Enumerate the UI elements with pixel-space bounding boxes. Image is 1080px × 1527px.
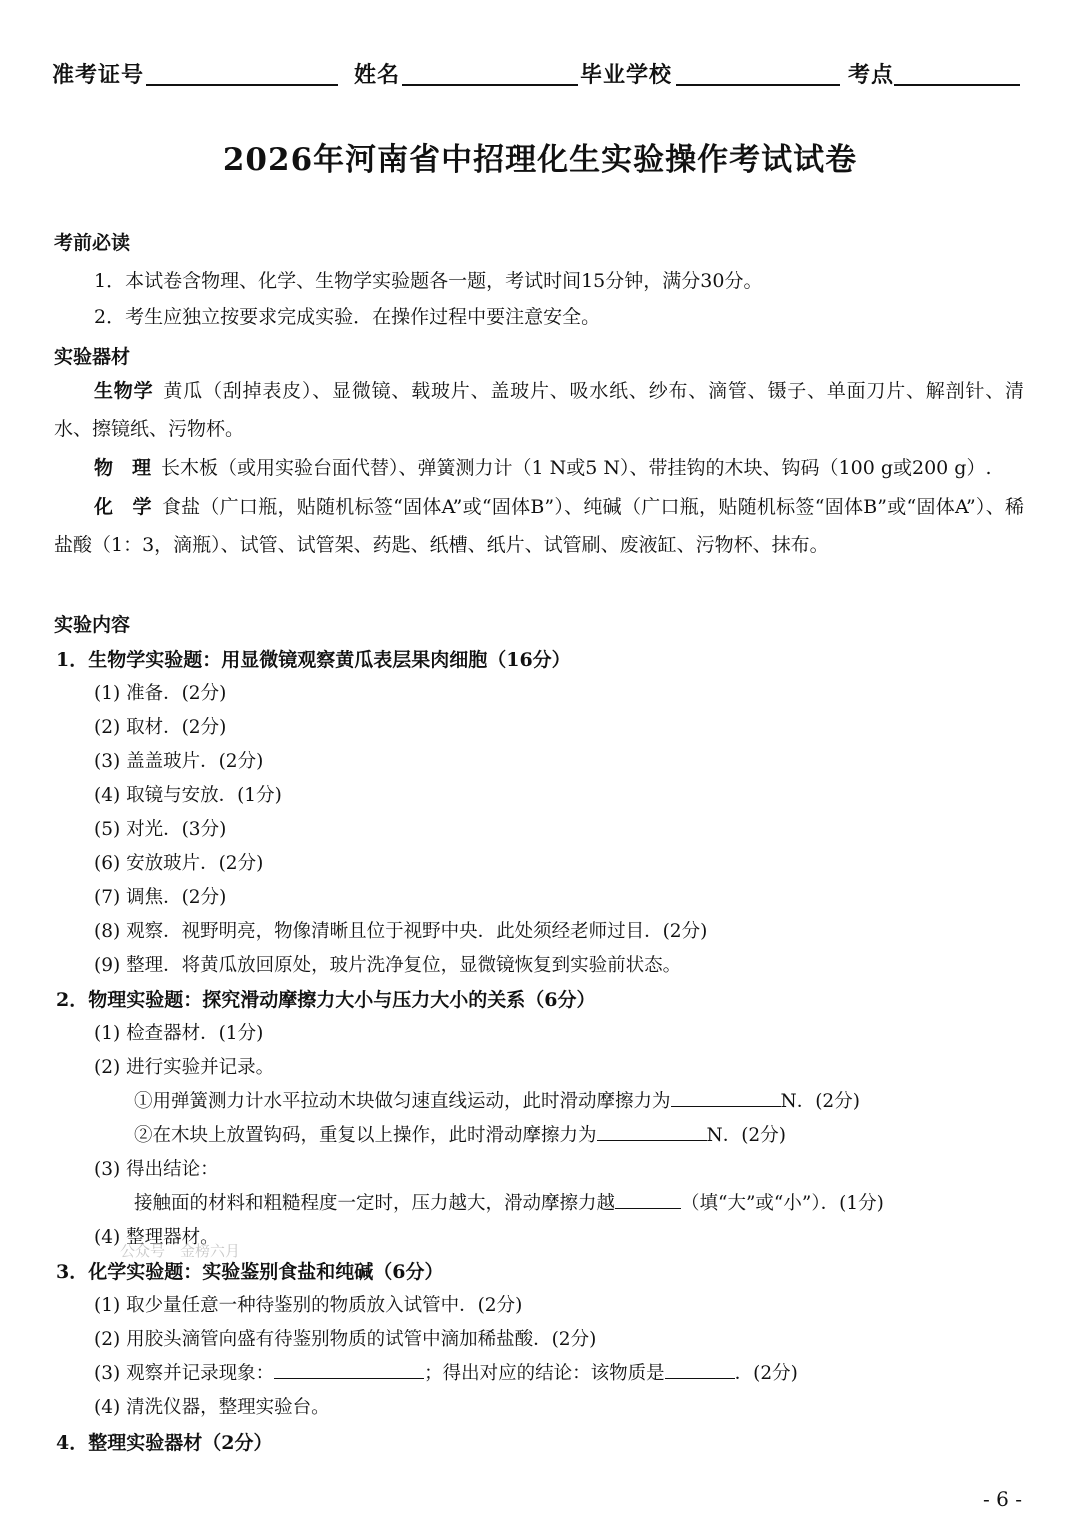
materials-physics [54,449,1024,487]
q1-step-7: (7) 调焦．(2分) [94,887,227,908]
substance-blank[interactable] [665,1360,735,1379]
exam-no-blank[interactable] [146,84,338,86]
watermark: 公众号 金榜六月 [120,1242,241,1260]
q2-step-4: (4) 整理器材。 [94,1227,219,1248]
candidate-info-header [52,58,1022,92]
q4-title: 4．整理实验器材（2分） [56,1432,273,1454]
q2-step-2: (2) 进行实验并记录。 [94,1057,275,1078]
q1-step-9: (9) 整理．将黄瓜放回原处，玻片洗净复位，显微镜恢复到实验前状态。 [94,955,682,976]
q3-step-3-end: ．(2分) [734,1363,798,1384]
q3-step-3 [94,1359,798,1385]
site-label: 考点 [848,62,895,88]
chemistry-text: 食盐（广口瓶，贴随机标签“固体A”或“固体B”）、纯碱（广口瓶，贴随机标签“固体B”或“固体A”）、稀盐酸（1：3，滴瓶）、试管、试管架、药匙、纸槽、纸片、试管刷、废液缸、污物杯、抹布。 [54,496,1024,556]
q1-step-6: (6) 安放玻片．(2分) [94,853,264,874]
materials-heading: 实验器材 [54,346,131,368]
site-blank[interactable] [894,84,1020,86]
school-label: 毕业学校 [580,62,673,88]
q2-sub-1 [134,1087,860,1113]
notice-heading: 考前必读 [54,232,131,254]
q2-conclusion-hint: （填“大”或“小”）．(1分) [681,1193,884,1214]
content-heading: 实验内容 [54,614,131,636]
exam-no-label: 准考证号 [52,62,145,88]
q3-step-4: (4) 清洗仪器，整理实验台。 [94,1397,330,1418]
q2-step-3: (3) 得出结论： [94,1159,219,1180]
q2-sub-1-unit: N．(2分) [780,1091,860,1112]
q2-title: 2．物理实验题：探究滑动摩擦力大小与压力大小的关系（6分） [56,989,596,1011]
q2-sub-2 [134,1121,786,1147]
q1-step-4: (4) 取镜与安放．(1分) [94,785,282,806]
school-blank[interactable] [676,84,840,86]
q1-step-3: (3) 盖盖玻片．(2分) [94,751,264,772]
physics-text: 长木板（或用实验台面代替）、弹簧测力计（1 N或5 N）、带挂钩的木块、钩码（100 g或200 g）. [161,457,992,479]
friction-1-blank[interactable] [671,1088,781,1107]
physics-label: 物 理 [94,457,152,479]
materials-biology [54,372,1024,448]
page-title: 2026年河南省中招理化生实验操作考试试卷 [222,142,858,178]
friction-2-blank[interactable] [597,1122,707,1141]
phenomenon-blank[interactable] [274,1360,424,1379]
biology-text: 黄瓜（刮掉表皮）、显微镜、载玻片、盖玻片、吸水纸、纱布、滴管、镊子、单面刀片、解剖针、清水、擦镜纸、污物杯。 [54,380,1024,440]
q1-title: 1．生物学实验题：用显微镜观察黄瓜表层果肉细胞（16分） [56,649,571,671]
page-number: - 6 - [983,1487,1022,1511]
name-label: 姓名 [354,62,401,88]
q3-step-1: (1) 取少量任意一种待鉴别的物质放入试管中．(2分) [94,1295,523,1316]
q1-step-2: (2) 取材．(2分) [94,717,227,738]
q2-sub-2-unit: N．(2分) [706,1125,786,1146]
name-blank[interactable] [402,84,578,86]
q3-step-3-text: (3) 观察并记录现象： [94,1363,275,1384]
q2-step-1: (1) 检查器材．(1分) [94,1023,264,1044]
materials-chemistry [54,488,1024,564]
notice-item-1: 1．本试卷含物理、化学、生物学实验题各一题，考试时间15分钟，满分30分。 [94,270,763,292]
q3-title: 3．化学实验题：实验鉴别食盐和纯碱（6分） [56,1261,444,1283]
q3-step-3-mid: ；得出对应的结论：该物质是 [424,1363,665,1384]
q2-sub-1-text: ①用弹簧测力计水平拉动木块做匀速直线运动，此时滑动摩擦力为 [134,1091,671,1112]
q1-step-5: (5) 对光．(3分) [94,819,227,840]
notice-item-2: 2．考生应独立按要求完成实验．在操作过程中要注意安全。 [94,306,601,328]
q1-step-8: (8) 观察．视野明亮，物像清晰且位于视野中央．此处须经老师过目．(2分) [94,921,708,942]
q2-sub-2-text: ②在木块上放置钩码，重复以上操作，此时滑动摩擦力为 [134,1125,597,1146]
biology-label: 生物学 [94,380,154,402]
q2-conclusion-text: 接触面的材料和粗糙程度一定时，压力越大，滑动摩擦力越 [134,1193,616,1214]
q3-step-2: (2) 用胶头滴管向盛有待鉴别物质的试管中滴加稀盐酸．(2分) [94,1329,597,1350]
q1-step-1: (1) 准备．(2分) [94,683,227,704]
chemistry-label: 化 学 [94,496,152,518]
q2-conclusion [134,1189,884,1215]
conclusion-blank[interactable] [615,1190,681,1209]
